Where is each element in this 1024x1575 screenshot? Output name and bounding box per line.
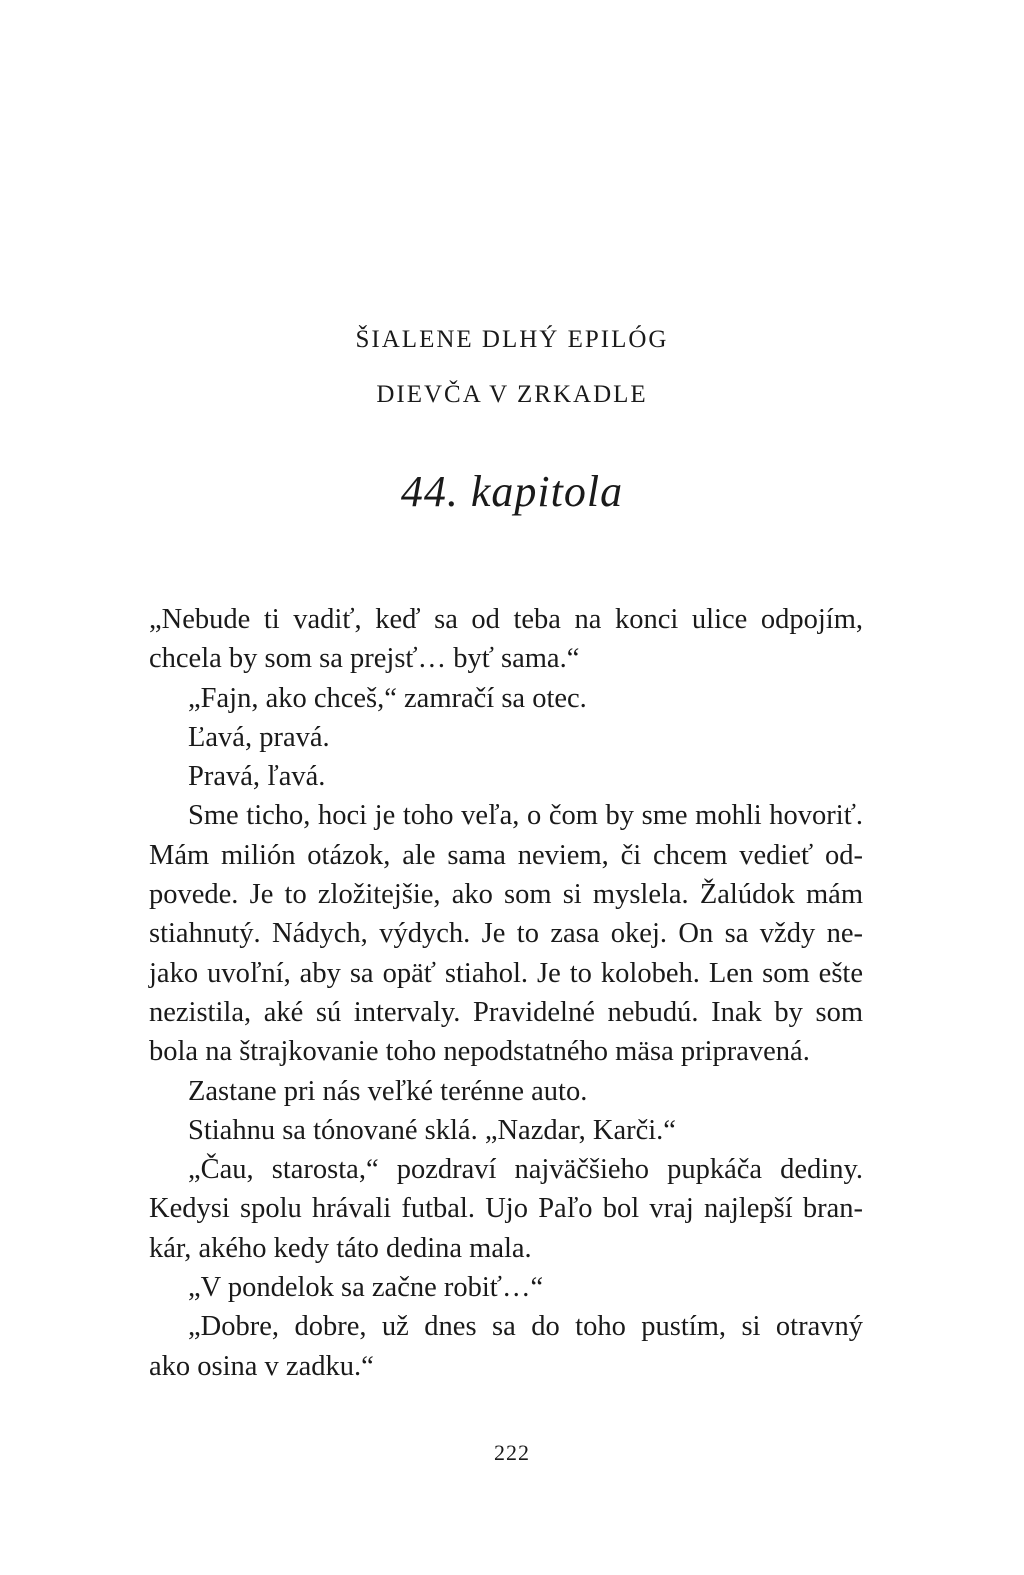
chapter-title: 44. kapitola: [400, 467, 624, 516]
text-line: „Dobre, dobre, už dnes sa do toho pustím, si otravný: [188, 1311, 863, 1343]
text-line: Mám milión otázok, ale sama neviem, či chcem vedieť od-: [149, 839, 863, 871]
text-line: bola na štrajkovanie toho nepodstatného mäsa pripravená.: [149, 1036, 810, 1068]
body-text: [149, 600, 863, 1386]
text-line: stiahnutý. Nádych, výdych. Je to zasa okej. On sa vždy ne-: [149, 918, 863, 950]
text-line: Zastane pri nás veľké terénne auto.: [188, 1075, 588, 1107]
text-line: nezistila, aké sú intervaly. Pravidelné nebudú. Inak by som: [149, 996, 863, 1028]
text-line: Sme ticho, hoci je toho veľa, o čom by sme mohli hovoriť.: [188, 800, 863, 832]
text-line: „V pondelok sa začne robiť…“: [188, 1272, 544, 1304]
text-line: „Čau, starosta,“ pozdraví najväčšieho pupkáča dediny.: [188, 1154, 863, 1186]
text-line: Stiahnu sa tónované sklá. „Nazdar, Karči.“: [188, 1114, 676, 1146]
part-title: ŠIALENE DLHÝ EPILÓG: [355, 326, 669, 353]
text-line: jako uvoľní, aby sa opäť stiahol. Je to kolobeh. Len som ešte: [149, 957, 863, 989]
text-line: Ľavá, pravá.: [188, 721, 330, 753]
part-subtitle: DIEVČA V ZRKADLE: [376, 381, 648, 408]
text-line: Kedysi spolu hrávali futbal. Ujo Paľo bol vraj najlepší bran-: [149, 1193, 863, 1225]
text-line: povede. Je to zložitejšie, ako som si myslela. Žalúdok mám: [149, 879, 863, 911]
text-line: „Fajn, ako chceš,“ zamračí sa otec.: [188, 682, 587, 714]
text-line: chcela by som sa prejsť… byť sama.“: [149, 643, 580, 675]
text-line: kár, akého kedy táto dedina mala.: [149, 1232, 532, 1264]
text-line: „Nebude ti vadiť, keď sa od teba na konci ulice odpojím,: [149, 604, 863, 635]
text-line: ako osina v zadku.“: [149, 1350, 374, 1382]
page-number: 222: [494, 1440, 530, 1465]
text-line: Pravá, ľavá.: [188, 761, 326, 793]
